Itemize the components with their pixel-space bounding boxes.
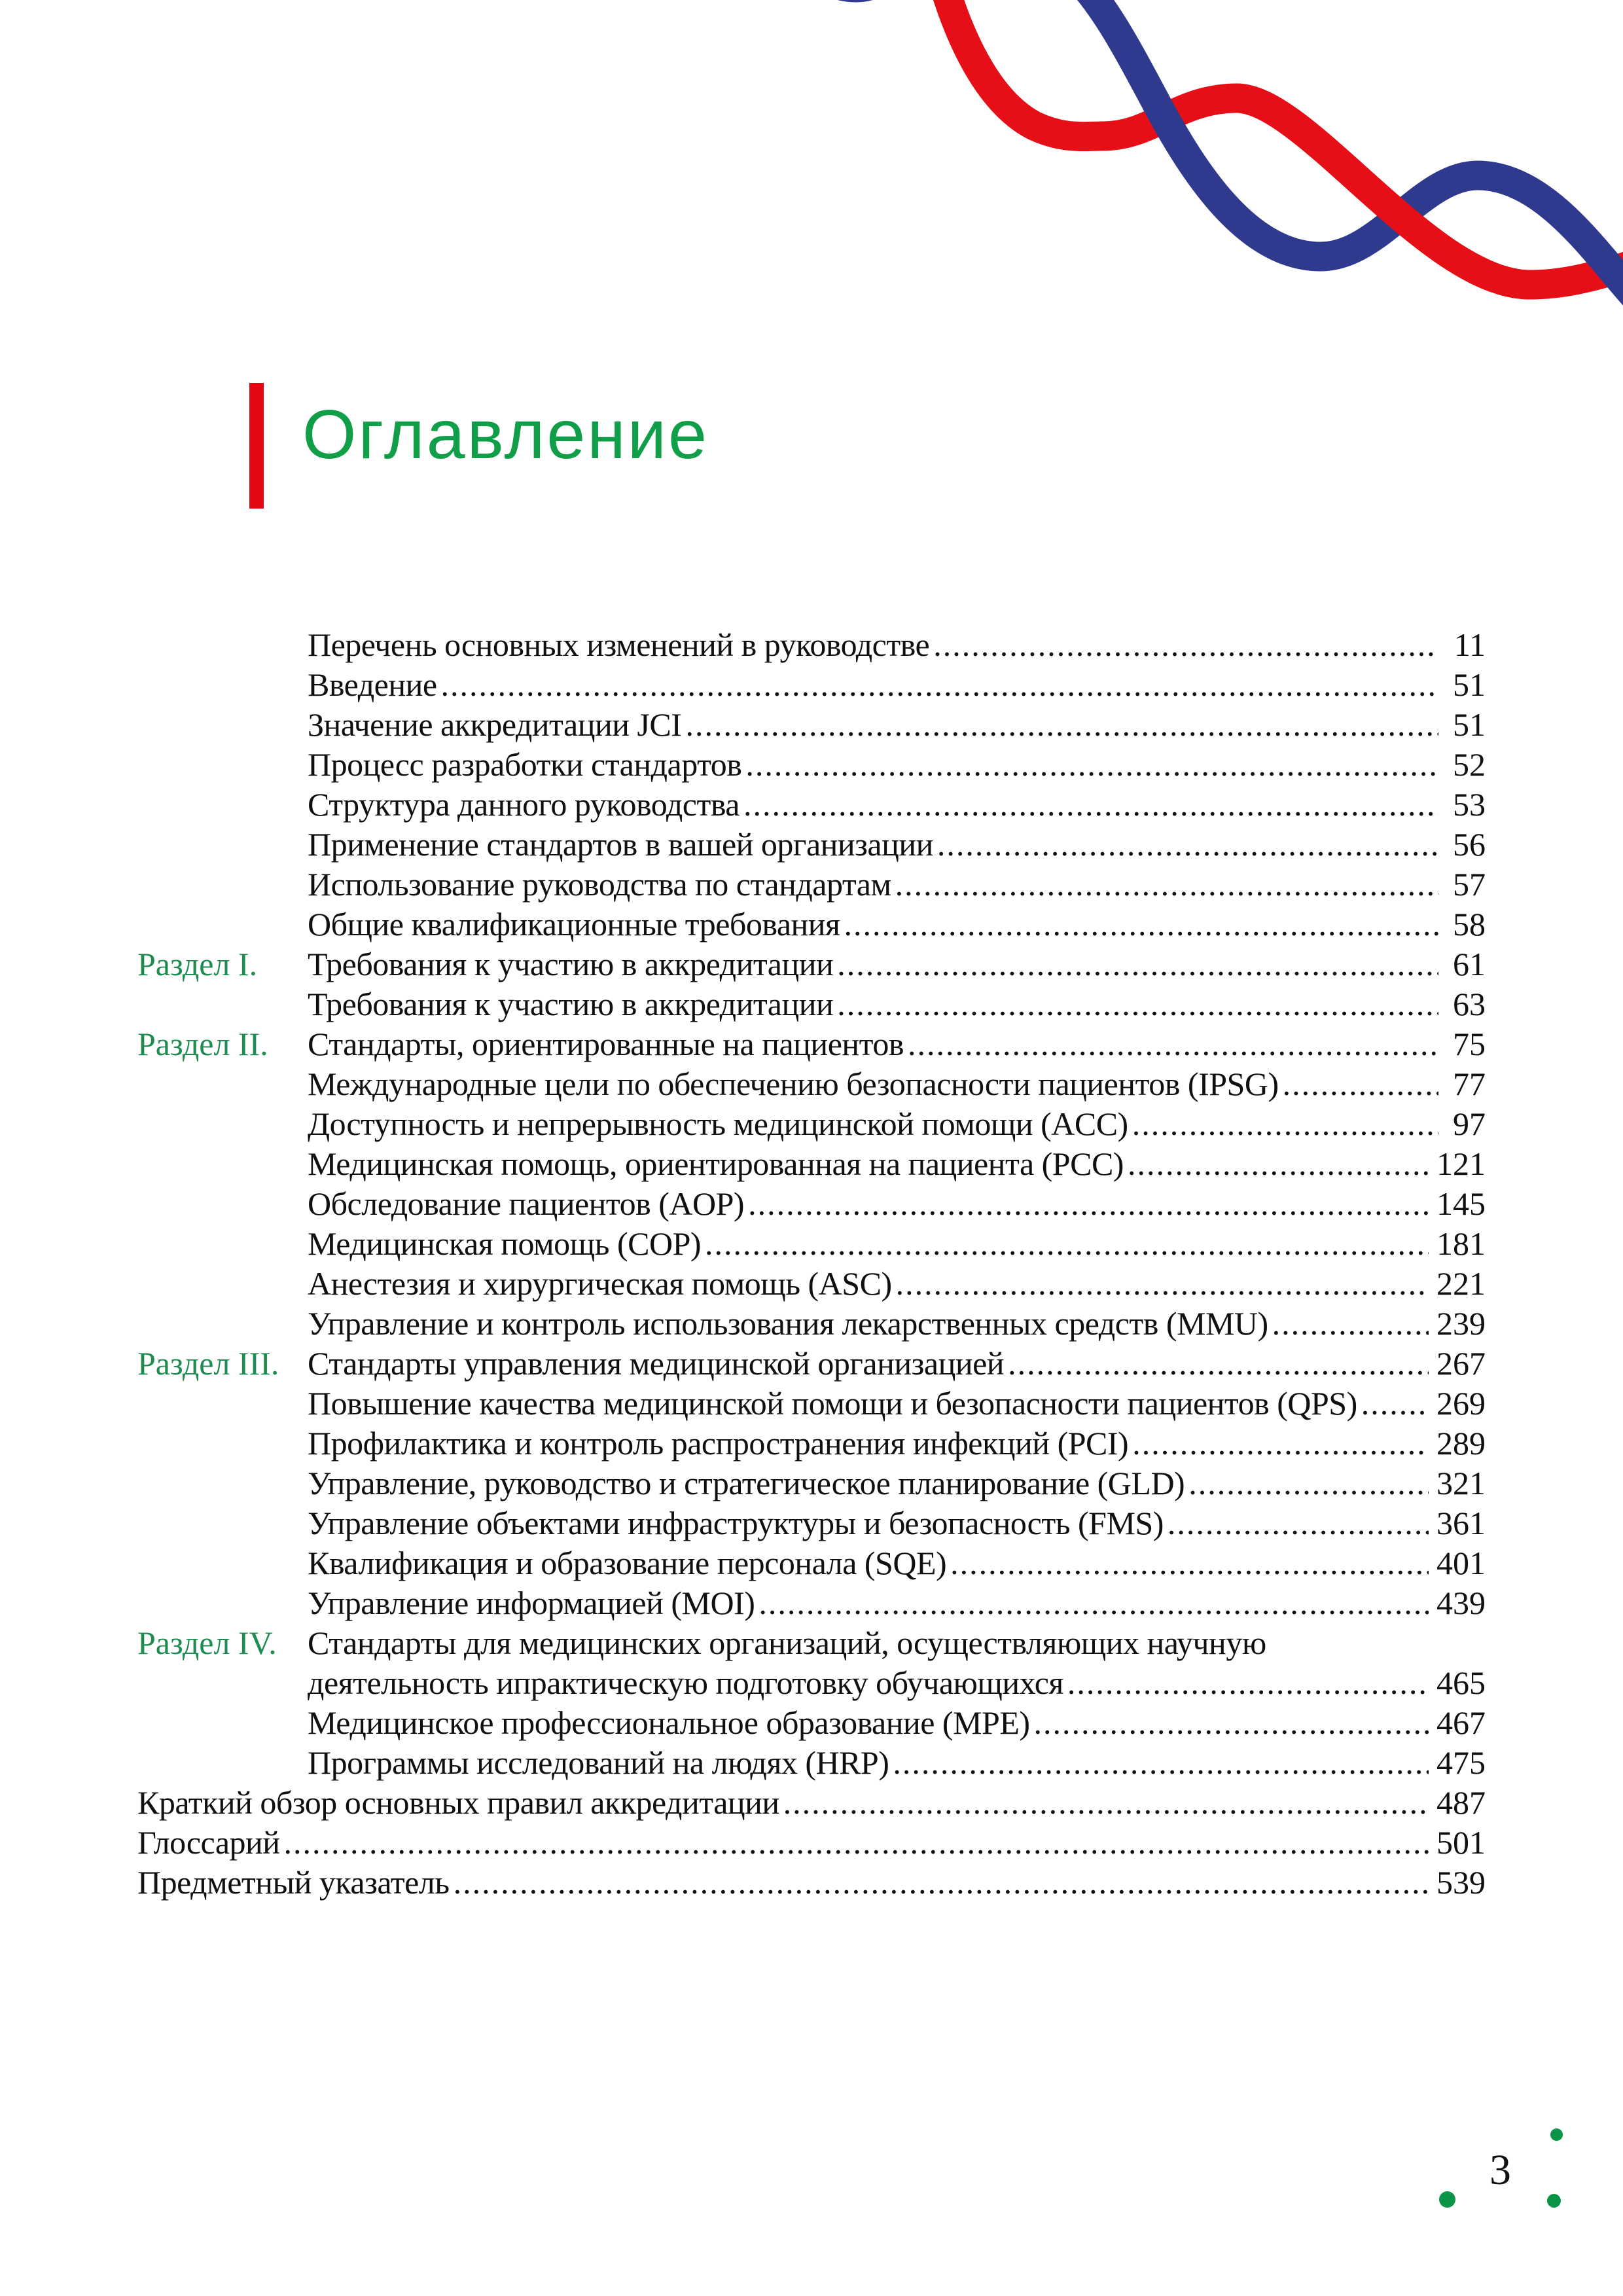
toc-dot-leader bbox=[744, 1184, 1429, 1224]
toc-row bbox=[137, 1463, 1486, 1503]
toc-row bbox=[137, 1384, 1486, 1424]
toc-dot-leader bbox=[740, 785, 1438, 825]
toc-page-number: 63 bbox=[1453, 986, 1486, 1022]
toc-entry-title: Стандарты управления медицинской организацией bbox=[308, 1345, 1005, 1382]
helix-blue-ribbon bbox=[812, 0, 1623, 326]
toc-entry-title: Обследование пациентов (AOP) bbox=[308, 1185, 745, 1222]
toc-entry-title: Повышение качества медицинской помощи и безопасности пациентов (QPS) bbox=[308, 1385, 1357, 1422]
toc-dot-leader bbox=[1164, 1503, 1429, 1543]
page-number: 3 bbox=[1489, 2146, 1511, 2194]
toc-dot-leader bbox=[840, 905, 1438, 944]
toc-entry-title: Структура данного руководства bbox=[308, 786, 740, 823]
toc-dot-leader bbox=[1004, 1344, 1429, 1384]
toc-page-number: 53 bbox=[1453, 786, 1486, 823]
toc-page-number: 501 bbox=[1436, 1824, 1486, 1861]
toc-page-number: 467 bbox=[1436, 1704, 1486, 1741]
title-accent-bar bbox=[249, 383, 264, 509]
toc-page-number: 11 bbox=[1454, 626, 1486, 663]
toc-section-label: Раздел I. bbox=[137, 946, 258, 982]
helix-red-ribbon-overlap bbox=[1237, 98, 1530, 285]
toc-dot-leader bbox=[450, 1863, 1429, 1903]
toc-dot-leader bbox=[1268, 1304, 1429, 1344]
toc-entry-title: Общие квалификационные требования bbox=[308, 906, 840, 942]
toc-page-number: 439 bbox=[1436, 1585, 1486, 1621]
toc-entry-title: Квалификация и образование персонала (SQE) bbox=[308, 1545, 947, 1581]
toc-entry-title: Медицинская помощь (COP) bbox=[308, 1225, 702, 1262]
toc-dot-leader bbox=[755, 1583, 1429, 1623]
toc-row bbox=[137, 625, 1486, 665]
toc-entry-title: Применение стандартов в вашей организации bbox=[308, 826, 933, 863]
toc-dot-leader bbox=[1124, 1144, 1429, 1184]
toc-dot-leader bbox=[437, 665, 1438, 705]
toc-entry-title: Анестезия и хирургическая помощь (ASC) bbox=[308, 1265, 892, 1302]
toc-list bbox=[137, 625, 1486, 1903]
toc-page-number: 145 bbox=[1436, 1185, 1486, 1222]
toc-entry-title: Глоссарий bbox=[137, 1824, 280, 1861]
toc-page-number: 487 bbox=[1436, 1784, 1486, 1821]
page-title: Оглавление bbox=[302, 396, 709, 473]
toc-row bbox=[137, 865, 1486, 905]
toc-row bbox=[137, 1543, 1486, 1583]
toc-page-number: 475 bbox=[1436, 1744, 1486, 1781]
toc-page-number: 56 bbox=[1453, 826, 1486, 863]
toc-row bbox=[137, 1304, 1486, 1344]
toc-row bbox=[137, 1104, 1486, 1144]
toc-entry-title: Перечень основных изменений в руководстве bbox=[308, 626, 930, 663]
toc-page-number: 51 bbox=[1453, 706, 1486, 743]
toc-entry-title: Медицинское профессиональное образование (MPE) bbox=[308, 1704, 1030, 1741]
toc-row bbox=[137, 1783, 1486, 1823]
toc-page-number: 58 bbox=[1453, 906, 1486, 942]
helix-red-ribbon bbox=[937, 0, 1623, 285]
toc-dot-leader bbox=[1128, 1104, 1438, 1144]
toc-row bbox=[137, 984, 1486, 1024]
toc-row bbox=[137, 785, 1486, 825]
toc-page-number: 539 bbox=[1436, 1864, 1486, 1901]
toc-row bbox=[137, 1823, 1486, 1863]
toc-dot-leader bbox=[929, 625, 1438, 665]
toc-page-number: 51 bbox=[1453, 666, 1486, 703]
toc-row bbox=[137, 1703, 1486, 1743]
toc-dot-leader bbox=[889, 1743, 1429, 1783]
toc-dot-leader bbox=[946, 1543, 1429, 1583]
toc-page-number: 61 bbox=[1453, 946, 1486, 982]
toc-entry-title: Программы исследований на людях (HRP) bbox=[308, 1744, 889, 1781]
toc-row bbox=[137, 1064, 1486, 1104]
toc-row bbox=[137, 1424, 1486, 1463]
toc-page-number: 221 bbox=[1436, 1265, 1486, 1302]
toc-dot-leader bbox=[892, 1264, 1429, 1304]
toc-page-number: 289 bbox=[1436, 1425, 1486, 1462]
toc-dot-leader bbox=[701, 1224, 1429, 1264]
toc-section-row bbox=[137, 1024, 1486, 1064]
toc-dot-leader bbox=[1063, 1663, 1429, 1703]
toc-page-number: 321 bbox=[1436, 1465, 1486, 1501]
toc-entry-title: Стандарты для медицинских организаций, осуществляющих научную bbox=[308, 1624, 1266, 1661]
toc-page-number: 52 bbox=[1453, 746, 1486, 783]
toc-row bbox=[137, 705, 1486, 745]
toc-entry-title: Требования к участию в аккредитации bbox=[308, 986, 834, 1022]
toc-row bbox=[137, 1224, 1486, 1264]
toc-dot-leader bbox=[779, 1783, 1429, 1823]
toc-entry-title: Значение аккредитации JCI bbox=[308, 706, 682, 743]
toc-section-row bbox=[137, 1344, 1486, 1384]
toc-section-label: Раздел II. bbox=[137, 1026, 268, 1062]
footer-dot-small bbox=[1550, 2128, 1563, 2141]
toc-section-label: Раздел IV. bbox=[137, 1624, 277, 1661]
toc-entry-title: Управление и контроль использования лекарственных средств (MMU) bbox=[308, 1305, 1268, 1342]
toc-page-number: 77 bbox=[1453, 1066, 1486, 1102]
toc-dot-leader bbox=[1357, 1384, 1429, 1424]
toc-section-row bbox=[137, 1623, 1486, 1663]
toc-page-number: 267 bbox=[1436, 1345, 1486, 1382]
toc-page-number: 401 bbox=[1436, 1545, 1486, 1581]
toc-entry-title: Введение bbox=[308, 666, 437, 703]
toc-dot-leader bbox=[741, 745, 1438, 785]
toc-row bbox=[137, 825, 1486, 865]
toc-row bbox=[137, 1863, 1486, 1903]
toc-entry-title: Международные цели по обеспечению безопасности пациентов (IPSG) bbox=[308, 1066, 1279, 1102]
toc-entry-title: Управление информацией (MOI) bbox=[308, 1585, 755, 1621]
toc-entry-title: Предметный указатель bbox=[137, 1864, 450, 1901]
toc-page-number: 269 bbox=[1436, 1385, 1486, 1422]
toc-row bbox=[137, 1144, 1486, 1184]
toc-row bbox=[137, 1184, 1486, 1224]
toc-row bbox=[137, 905, 1486, 944]
footer-dot-medium bbox=[1547, 2194, 1561, 2208]
toc-entry-title: Управление объектами инфраструктуры и безопасность (FMS) bbox=[308, 1505, 1164, 1541]
footer-dot-large bbox=[1439, 2191, 1455, 2208]
toc-page-number: 181 bbox=[1436, 1225, 1486, 1262]
toc-dot-leader bbox=[1128, 1424, 1429, 1463]
toc-page-number: 57 bbox=[1453, 866, 1486, 903]
toc-row bbox=[137, 1503, 1486, 1543]
toc-page-number: 121 bbox=[1436, 1145, 1486, 1182]
toc-entry-title: Процесс разработки стандартов bbox=[308, 746, 742, 783]
toc-row bbox=[137, 1663, 1486, 1703]
toc-entry-title: Краткий обзор основных правил аккредитации bbox=[137, 1784, 779, 1821]
toc-dot-leader bbox=[280, 1823, 1429, 1863]
toc-dot-leader bbox=[1185, 1463, 1429, 1503]
toc-row bbox=[137, 1743, 1486, 1783]
toc-dot-leader bbox=[833, 944, 1438, 984]
toc-entry-title: Использование руководства по стандартам bbox=[308, 866, 891, 903]
toc-row bbox=[137, 745, 1486, 785]
toc-section-label: Раздел III. bbox=[137, 1345, 279, 1382]
toc-page-number: 97 bbox=[1453, 1105, 1486, 1142]
toc-dot-leader bbox=[933, 825, 1438, 865]
toc-row bbox=[137, 1264, 1486, 1304]
toc-entry-title: Доступность и непрерывность медицинской помощи (ACC) bbox=[308, 1105, 1128, 1142]
toc-entry-title: Требования к участию в аккредитации bbox=[308, 946, 834, 982]
toc-page-number: 239 bbox=[1436, 1305, 1486, 1342]
toc-entry-title: Профилактика и контроль распространения инфекций (PCI) bbox=[308, 1425, 1129, 1462]
toc-entry-title: деятельность ипрактическую подготовку обучающихся bbox=[308, 1664, 1063, 1701]
toc-page-number: 465 bbox=[1436, 1664, 1486, 1701]
toc-dot-leader bbox=[833, 984, 1438, 1024]
toc-entry-title: Управление, руководство и стратегическое планирование (GLD) bbox=[308, 1465, 1185, 1501]
toc-page-number: 361 bbox=[1436, 1505, 1486, 1541]
toc-page-number: 75 bbox=[1453, 1026, 1486, 1062]
toc-dot-leader bbox=[904, 1024, 1438, 1064]
toc-dot-leader bbox=[1030, 1703, 1429, 1743]
toc-row bbox=[137, 1583, 1486, 1623]
toc-dot-leader bbox=[891, 865, 1438, 905]
toc-dot-leader bbox=[1279, 1064, 1438, 1104]
toc-section-row bbox=[137, 944, 1486, 984]
toc-entry-title: Стандарты, ориентированные на пациентов bbox=[308, 1026, 904, 1062]
toc-row bbox=[137, 665, 1486, 705]
toc-dot-leader bbox=[681, 705, 1438, 745]
toc-entry-title: Медицинская помощь, ориентированная на пациента (PCC) bbox=[308, 1145, 1124, 1182]
